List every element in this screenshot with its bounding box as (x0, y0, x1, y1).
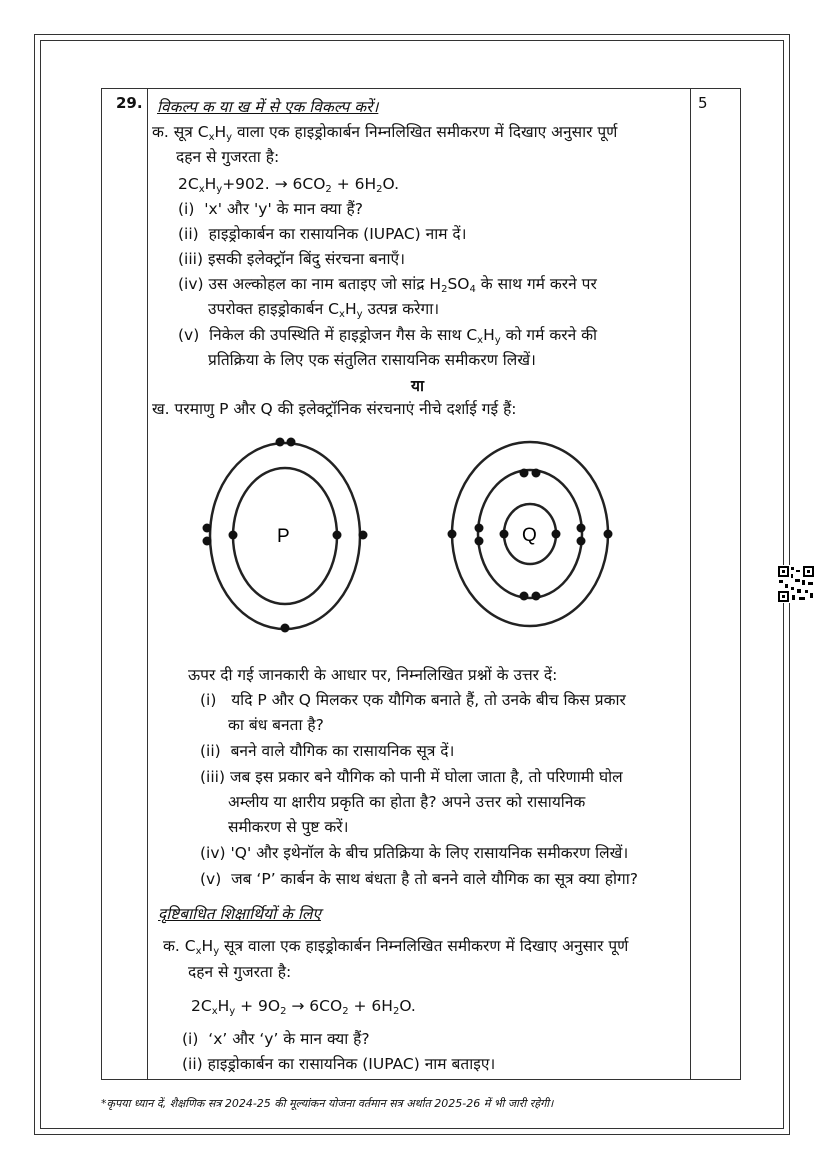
electron (281, 624, 290, 633)
electron (359, 531, 368, 540)
part-a-item-5-line2: प्रतिक्रिया के लिए एक संतुलित रासायनिक समीकरण लिखें। (208, 351, 536, 369)
vi-intro-line2: दहन से गुजरता है: (188, 963, 292, 981)
electron (552, 530, 561, 539)
electron (203, 537, 212, 546)
vi-intro: क. $C_xH_y$ सूत्र वाला एक हाइड्रोकार्बन निम्नलिखित समीकरण में दिखाए अनुसार पूर्ण (163, 937, 629, 957)
part-a-equation: $2C_xH_y+902$. → $6CO_2 + 6H_2O$. (178, 175, 400, 195)
part-b-item-2: (ii) बनने वाले यौगिक का रासायनिक सूत्र दें। (200, 742, 455, 760)
qr-code[interactable] (777, 565, 815, 603)
electron (500, 530, 509, 539)
electron (333, 531, 342, 540)
atom-q-label: Q (522, 525, 537, 546)
part-b-label: ख. (152, 400, 170, 418)
electron (475, 537, 484, 546)
electron (229, 531, 238, 540)
electron (475, 524, 484, 533)
part-b-intro: ख. परमाणु P और Q की इलेक्ट्रॉनिक संरचनाएं नीचे दर्शाई गई हैं: (152, 400, 517, 418)
vi-item-2: (ii) हाइड्रोकार्बन का रासायनिक (IUPAC) नाम बताइए। (182, 1055, 496, 1073)
electron (577, 537, 586, 546)
electron (287, 438, 296, 447)
or-separator: या (411, 377, 425, 395)
part-b-lead: ऊपर दी गई जानकारी के आधार पर, निम्नलिखित प्रश्नों के उत्तर दें: (188, 666, 558, 684)
part-b-item-3-line3: समीकरण से पुष्ट करें। (228, 818, 349, 836)
part-b-item-4: (iv) 'Q' और इथेनॉल के बीच प्रतिक्रिया के लिए रासायनिक समीकरण लिखें। (200, 844, 629, 862)
part-a-item-4-line2: उपरोक्त हाइड्रोकार्बन $C_xH_y$ उत्पन्न करेगा। (208, 300, 440, 320)
electron (203, 524, 212, 533)
part-b-item-3: (iii) जब इस प्रकार बने यौगिक को पानी में घोला जाता है, तो परिणामी घोल (200, 768, 623, 786)
question-marks: 5 (698, 94, 708, 112)
part-b-item-3-line2: अम्लीय या क्षारीय प्रकृति का होता है? अपने उत्तर को रासायनिक (228, 793, 586, 811)
part-b-item-5: (v) जब ‘P’ कार्बन के साथ बंधता है तो बनने वाले यौगिक का सूत्र क्या होगा? (200, 870, 638, 888)
vi-equation: $2C_xH_y + 9O_2 \to 6CO_2 + 6H_2O$. (191, 997, 416, 1017)
electron (520, 592, 529, 601)
vi-heading: दृष्टिबाधित शिक्षार्थियों के लिए (158, 905, 321, 923)
instruction: विकल्प क या ख में से एक विकल्प करें। (157, 98, 379, 116)
part-a-item-2: (ii) हाइड्रोकार्बन का रासायनिक (IUPAC) नाम दें। (178, 225, 467, 243)
part-b-item-1: (i) यदि P और Q मिलकर एक यौगिक बनाते हैं, तो उनके बीच किस प्रकार (200, 691, 626, 709)
part-a-item-4: (iv) उस अल्कोहल का नाम बताइए जो सांद्र $H_2SO_4$ के साथ गर्म करने पर (178, 275, 597, 295)
electron (577, 524, 586, 533)
vi-label: क. (163, 937, 180, 955)
part-a-item-3: (iii) इसकी इलेक्ट्रॉन बिंदु संरचना बनाएँ। (178, 250, 405, 268)
electron (532, 592, 541, 601)
part-a-intro-line2: दहन से गुजरता है: (176, 148, 280, 166)
electron (604, 530, 613, 539)
electron (276, 438, 285, 447)
part-a-intro: क. सूत्र $C_xH_y$ वाला एक हाइड्रोकार्बन निम्नलिखित समीकरण में दिखाए अनुसार पूर्ण (152, 123, 618, 143)
footer-note: *कृपया ध्यान दें, शैक्षणिक सत्र 2024-25 की मूल्यांकन योजना वर्तमान सत्र अर्थात 2025-26 में भी जारी रहेगी। (101, 1097, 554, 1110)
part-a-item-1: (i) 'x' और 'y' के मान क्या हैं? (178, 200, 363, 218)
part-b-item-1-line2: का बंध बनता है? (228, 716, 324, 734)
electron (448, 530, 457, 539)
question-number: 29. (116, 94, 143, 112)
part-a-label: क. (152, 123, 169, 141)
part-a-item-5: (v) निकेल की उपस्थिति में हाइड्रोजन गैस के साथ $C_xH_y$ को गर्म करने की (178, 326, 598, 346)
atom-p-label: P (277, 526, 290, 547)
vi-item-1: (i) ‘x’ और ‘y’ के मान क्या हैं? (182, 1030, 370, 1048)
electron (532, 469, 541, 478)
electron (520, 469, 529, 478)
